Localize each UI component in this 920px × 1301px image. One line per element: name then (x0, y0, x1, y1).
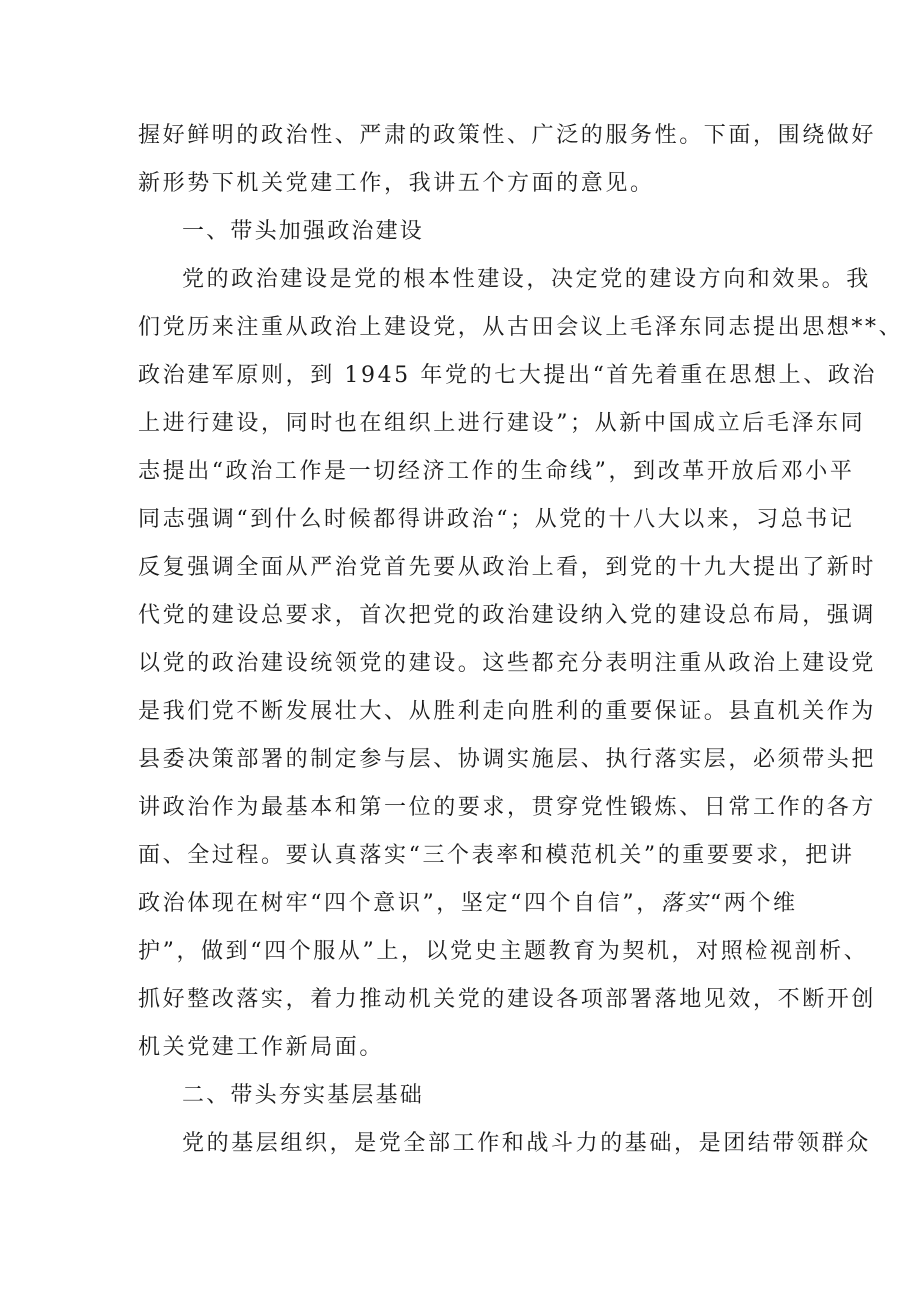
section-heading-2: 二、带头夯实基层基础 (182, 1083, 425, 1108)
body-line-15: 护”，做到“四个服从”上，以党史主题教育为契机，对照检视剖析、 (138, 939, 869, 964)
body-line-8: 代党的建设总要求，首次把党的政治建设纳入党的建设总布局，强调 (138, 603, 877, 628)
body-line-10: 是我们党不断发展壮大、从胜利走向胜利的重要保证。县直机关作为 (138, 699, 877, 724)
body-line-2: 们党历来注重从政治上建设党，从古田会议上毛泽东同志提出思想**、 (138, 315, 904, 340)
section-heading-1: 一、带头加强政治建设 (182, 219, 425, 244)
body-line-14-part-c: “两个维 (710, 891, 798, 916)
body-line-17: 机关党建工作新局面。 (138, 1035, 385, 1060)
body-line-1: 党的政治建设是党的根本性建设，决定党的建设方向和效果。我 (182, 267, 871, 292)
body-line-4: 上进行建设，同时也在组织上进行建设”；从新中国成立后毛泽东同 (138, 411, 866, 436)
body-line-11: 县委决策部署的制定参与层、协调实施层、执行落实层，必须带头把 (138, 747, 877, 772)
intro-line-2: 新形势下机关党建工作，我讲五个方面的意见。 (138, 171, 655, 196)
body-line-16: 抓好整改落实，着力推动机关党的建设各项部署落地见效，不断开创 (138, 987, 877, 1012)
body-line-12: 讲政治作为最基本和第一位的要求，贯穿党性锻炼、日常工作的各方 (138, 795, 877, 820)
body-line-6: 同志强调“到什么时候都得讲政治“；从党的十八大以来，习总书记 (138, 507, 855, 532)
body-line-14 (138, 889, 798, 919)
body-line-13: 面、全过程。要认真落实“三个表率和模范机关”的重要要求，把讲 (138, 843, 855, 868)
body-line-5: 志提出“政治工作是一切经济工作的生命线”，到改革开放后邓小平 (138, 459, 855, 484)
body-line-9: 以党的政治建设统领党的建设。这些都充分表明注重从政治上建设党 (138, 651, 877, 676)
body-line-14-italic: 落实 (660, 891, 710, 916)
body-line-7: 反复强调全面从严治党首先要从政治上看，到党的十九大提出了新时 (138, 555, 877, 580)
body-line-3: 政治建军原则，到 1945 年党的七大提出“首先着重在思想上、政治 (138, 363, 878, 388)
body2-line-1: 党的基层组织，是党全部工作和战斗力的基础，是团结带领群众 (182, 1131, 871, 1156)
intro-line-1: 握好鲜明的政治性、严肃的政策性、广泛的服务性。下面，围绕做好 (138, 123, 877, 148)
body-line-14-part-a: 政治体现在树牢“四个意识”，坚定“四个自信”， (138, 891, 661, 916)
